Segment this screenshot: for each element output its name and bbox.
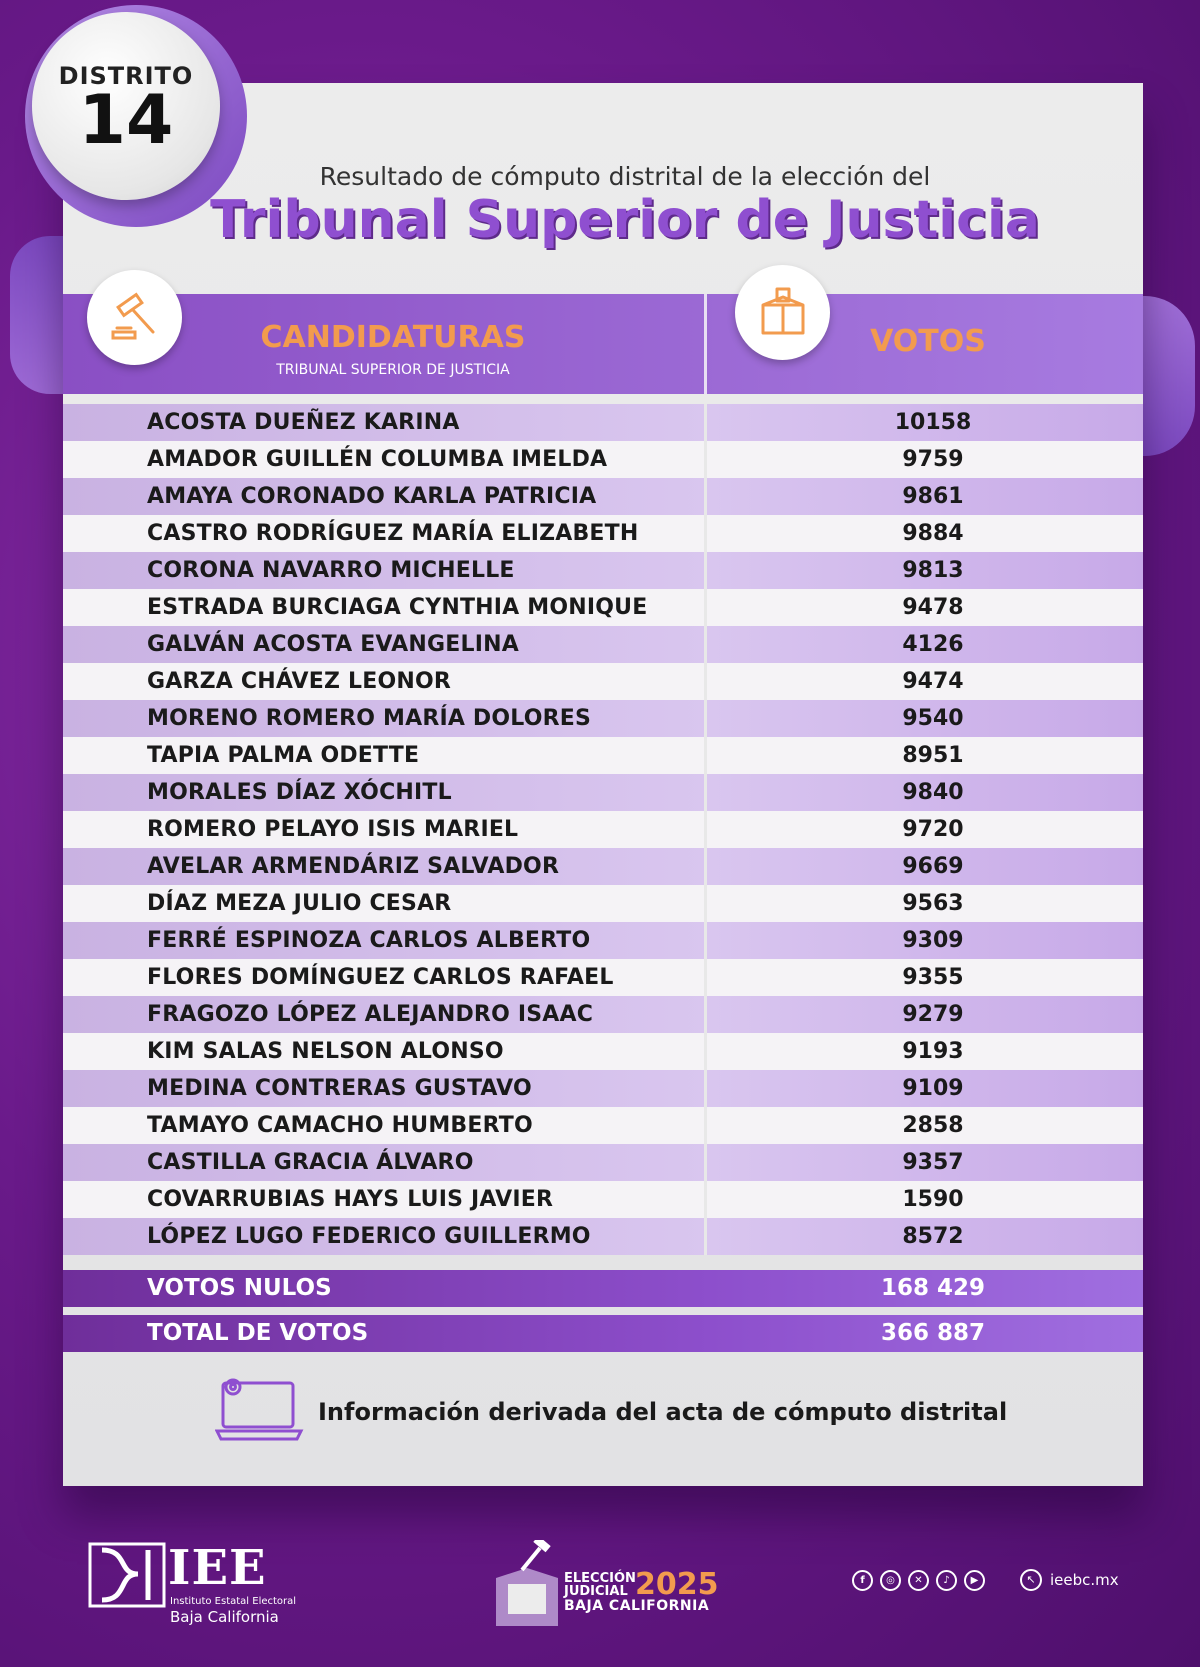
null-votes-value: 168 429 — [880, 1275, 986, 1301]
candidate-votes: 9357 — [902, 1150, 964, 1175]
null-votes-label: VOTOS NULOS — [147, 1275, 332, 1301]
table-row — [63, 515, 1143, 552]
candidate-votes: 9540 — [902, 706, 964, 731]
column-divider — [704, 1107, 707, 1144]
iee-logo — [88, 1540, 297, 1626]
social-links — [852, 1570, 985, 1591]
table-row — [63, 552, 1143, 589]
candidate-name: GALVÁN ACOSTA EVANGELINA — [147, 632, 519, 657]
candidate-name: CORONA NAVARRO MICHELLE — [147, 558, 515, 583]
x-icon[interactable]: ✕ — [908, 1570, 929, 1591]
youtube-icon[interactable]: ▶ — [964, 1570, 985, 1591]
table-row — [63, 663, 1143, 700]
column-divider — [704, 1144, 707, 1181]
table-row — [63, 774, 1143, 811]
column-divider — [704, 1181, 707, 1218]
total-votes-label: TOTAL DE VOTOS — [147, 1320, 369, 1346]
candidate-name: AMAYA CORONADO KARLA PATRICIA — [147, 484, 597, 509]
votes-column-header: VOTOS — [870, 324, 986, 359]
page-subtitle: Resultado de cómputo distrital de la elección del — [319, 162, 931, 191]
candidate-name: AMADOR GUILLÉN COLUMBA IMELDA — [147, 447, 608, 472]
column-divider — [704, 737, 707, 774]
table-row — [63, 922, 1143, 959]
candidate-name: ESTRADA BURCIAGA CYNTHIA MONIQUE — [147, 595, 648, 620]
table-row — [63, 811, 1143, 848]
candidate-votes: 9563 — [902, 891, 964, 916]
table-row — [63, 885, 1143, 922]
instagram-icon[interactable]: ◎ — [880, 1570, 901, 1591]
null-votes-row — [63, 1270, 1143, 1307]
district-label: DISTRITO — [58, 62, 194, 90]
candidate-votes: 9759 — [902, 447, 964, 472]
table-row — [63, 1107, 1143, 1144]
column-divider — [704, 1033, 707, 1070]
table-row — [63, 626, 1143, 663]
candidates-column-header: CANDIDATURAS — [260, 320, 526, 355]
district-number: 14 — [78, 81, 174, 160]
candidate-name: LÓPEZ LUGO FEDERICO GUILLERMO — [147, 1224, 591, 1249]
candidate-votes: 10158 — [894, 410, 972, 435]
tiktok-icon[interactable]: ♪ — [936, 1570, 957, 1591]
column-divider — [704, 811, 707, 848]
judicial-election-logo — [492, 1540, 722, 1630]
candidate-votes: 4126 — [902, 632, 964, 657]
candidate-votes: 9478 — [902, 595, 964, 620]
column-divider — [704, 774, 707, 811]
candidate-name: FERRÉ ESPINOZA CARLOS ALBERTO — [147, 928, 591, 953]
candidate-votes: 9884 — [902, 521, 964, 546]
table-row — [63, 589, 1143, 626]
table-row — [63, 1181, 1143, 1218]
candidate-name: MEDINA CONTRERAS GUSTAVO — [147, 1076, 532, 1101]
ballot-box-gavel-icon — [492, 1540, 562, 1630]
candidate-name: KIM SALAS NELSON ALONSO — [147, 1039, 504, 1064]
candidate-name: CASTILLA GRACIA ÁLVARO — [147, 1150, 474, 1175]
candidate-name: COVARRUBIAS HAYS LUIS JAVIER — [147, 1187, 554, 1212]
results-table-body — [63, 404, 1143, 1255]
candidate-name: TAPIA PALMA ODETTE — [147, 743, 420, 768]
candidate-votes: 1590 — [902, 1187, 964, 1212]
website-link[interactable] — [1020, 1569, 1119, 1591]
iee-state: Baja California — [170, 1608, 279, 1626]
website-text: ieebc.mx — [1050, 1571, 1119, 1589]
table-row — [63, 441, 1143, 478]
table-row — [63, 1033, 1143, 1070]
column-divider — [704, 441, 707, 478]
candidate-votes: 9355 — [902, 965, 964, 990]
table-row — [63, 404, 1143, 441]
candidate-votes: 9309 — [902, 928, 964, 953]
table-row — [63, 737, 1143, 774]
table-row — [63, 996, 1143, 1033]
candidate-votes: 9669 — [902, 854, 964, 879]
candidate-name: CASTRO RODRÍGUEZ MARÍA ELIZABETH — [147, 521, 639, 546]
iee-logo-text: IEE — [168, 1540, 267, 1596]
column-divider — [704, 1070, 707, 1107]
candidates-column-subheader: TRIBUNAL SUPERIOR DE JUSTICIA — [276, 362, 510, 378]
gavel-icon — [87, 270, 182, 365]
candidate-votes: 9813 — [902, 558, 964, 583]
table-row — [63, 959, 1143, 996]
table-row — [63, 1144, 1143, 1181]
candidate-votes: 9840 — [902, 780, 964, 805]
column-divider — [704, 404, 707, 441]
ribbon-left-decoration — [10, 236, 70, 394]
header-divider — [704, 294, 707, 394]
footer — [0, 1540, 1200, 1640]
candidate-votes: 9279 — [902, 1002, 964, 1027]
info-note: Información derivada del acta de cómputo distrital — [318, 1398, 1008, 1426]
table-row — [63, 700, 1143, 737]
district-badge — [32, 12, 220, 200]
candidate-name: AVELAR ARMENDÁRIZ SALVADOR — [147, 854, 560, 879]
candidate-name: FRAGOZO LÓPEZ ALEJANDRO ISAAC — [147, 1002, 594, 1027]
candidate-votes: 9861 — [902, 484, 964, 509]
column-divider — [704, 478, 707, 515]
table-row — [63, 848, 1143, 885]
column-divider — [704, 922, 707, 959]
candidate-votes: 9109 — [902, 1076, 964, 1101]
candidate-votes: 9474 — [902, 669, 964, 694]
total-votes-row — [63, 1315, 1143, 1352]
candidate-name: DÍAZ MEZA JULIO CESAR — [147, 891, 452, 916]
column-divider — [704, 626, 707, 663]
column-divider — [704, 996, 707, 1033]
candidate-name: ROMERO PELAYO ISIS MARIEL — [147, 817, 519, 842]
iee-name: Instituto Estatal Electoral — [170, 1596, 297, 1607]
column-divider — [704, 959, 707, 996]
candidate-votes: 8951 — [902, 743, 964, 768]
laptop-gear-icon — [215, 1375, 305, 1449]
column-divider — [704, 848, 707, 885]
column-divider — [704, 589, 707, 626]
table-row — [63, 1218, 1143, 1255]
candidate-name: MORENO ROMERO MARÍA DOLORES — [147, 706, 592, 731]
total-votes-value: 366 887 — [880, 1320, 986, 1346]
column-divider — [704, 663, 707, 700]
column-divider — [704, 1218, 707, 1255]
cursor-click-icon: ↖ — [1020, 1569, 1042, 1591]
candidate-votes: 8572 — [902, 1224, 964, 1249]
column-divider — [704, 515, 707, 552]
table-row — [63, 1070, 1143, 1107]
iee-emblem-icon — [88, 1540, 166, 1610]
candidate-name: GARZA CHÁVEZ LEONOR — [147, 669, 452, 694]
event-title: ELECCIÓN JUDICIAL — [564, 1571, 636, 1599]
candidate-votes: 9193 — [902, 1039, 964, 1064]
candidate-name: ACOSTA DUEÑEZ KARINA — [147, 410, 460, 435]
column-divider — [704, 700, 707, 737]
facebook-icon[interactable]: f — [852, 1570, 873, 1591]
candidate-votes: 2858 — [902, 1113, 964, 1138]
ballot-box-icon — [735, 265, 830, 360]
page-title: Tribunal Superior de Justicia — [210, 190, 1040, 250]
table-header — [63, 294, 1143, 394]
candidate-name: FLORES DOMÍNGUEZ CARLOS RAFAEL — [147, 965, 614, 990]
table-row — [63, 478, 1143, 515]
candidate-name: MORALES DÍAZ XÓCHITL — [147, 780, 452, 805]
candidate-votes: 9720 — [902, 817, 964, 842]
event-state: BAJA CALIFORNIA — [564, 1598, 710, 1614]
column-divider — [704, 885, 707, 922]
event-year: 2025 — [635, 1567, 719, 1602]
candidate-name: TAMAYO CAMACHO HUMBERTO — [147, 1113, 533, 1138]
column-divider — [704, 552, 707, 589]
